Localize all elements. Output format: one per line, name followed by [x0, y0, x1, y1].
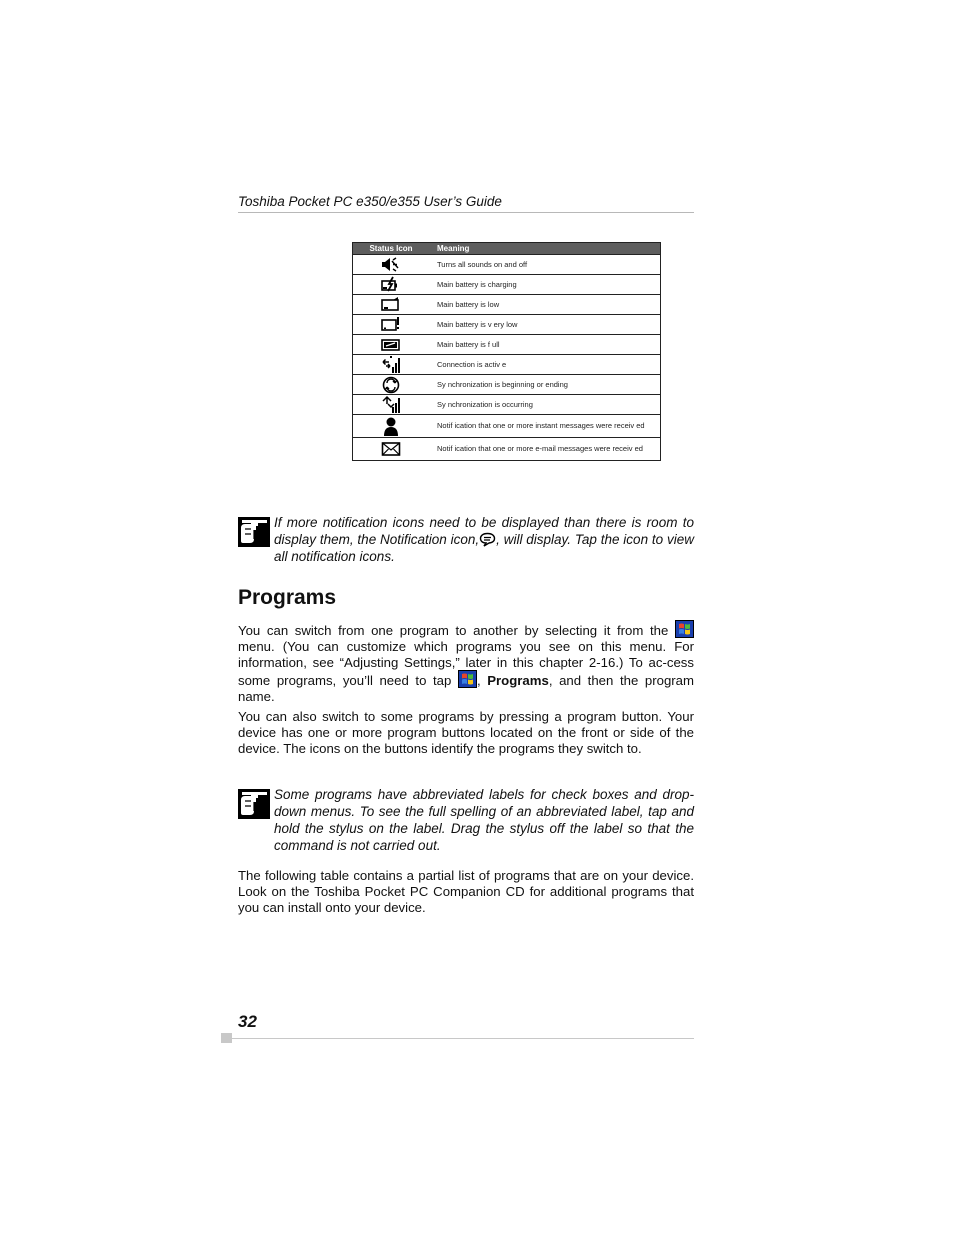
table-row — [353, 415, 661, 438]
meaning-cell: Connection is activ e — [429, 355, 661, 375]
sync-occurring-icon — [381, 395, 401, 414]
meaning-cell: Sy nchronization is beginning or ending — [429, 375, 661, 395]
section-heading: Programs — [238, 586, 337, 609]
pointing-hand-icon — [238, 514, 271, 548]
table-row — [353, 375, 661, 395]
notification-balloon-icon — [479, 532, 496, 547]
table-row — [353, 395, 661, 415]
sync-start-end-icon — [381, 376, 401, 394]
table-row — [353, 315, 661, 335]
footer-rule — [232, 1038, 694, 1039]
paragraph-switch-programs: You can switch from one program to another by selecting it from the menu. (You can customize which programs you see on this menu. For information, see “Adjusting Settings,” later in this chapter 2-16.) To ac-cess some programs, you’ll need to tap , Programs, and then the program name. — [238, 620, 694, 705]
note-abbreviated-labels — [238, 786, 694, 854]
start-menu-flag-icon — [675, 620, 694, 638]
speaker-mute-icon — [381, 256, 401, 273]
connection-active-icon — [381, 355, 401, 374]
status-icon-table — [352, 242, 661, 461]
battery-full-icon — [381, 336, 401, 353]
meaning-cell: Turns all sounds on and off — [429, 255, 661, 275]
table-row — [353, 438, 661, 461]
meaning-cell: Main battery is low — [429, 295, 661, 315]
meaning-cell: Notif ication that one or more e-mail messages were receiv ed — [429, 438, 661, 461]
column-header-status-icon: Status Icon — [353, 243, 430, 255]
instant-message-icon — [382, 416, 400, 437]
paragraph-programs-table-intro: The following table contains a partial list of programs that are on your device. Look on the Toshiba Pocket PC Companion CD for additional programs that you can install onto your device. — [238, 868, 694, 915]
meaning-cell: Main battery is v ery low — [429, 315, 661, 335]
table-row — [353, 295, 661, 315]
meaning-cell: Main battery is f ull — [429, 335, 661, 355]
note-notification-icons — [238, 514, 694, 565]
note-text: Some programs have abbreviated labels for check boxes and drop-down menus. To see the full spelling of an abbreviated label, tap and hold the stylus on the label. Drag the stylus off the label so that the command is not carried out. — [274, 787, 694, 853]
paragraph-program-buttons: You can also switch to some programs by pressing a program button. Your device has one or more program buttons located on the front or side of the device. The icons on the buttons identify the programs they switch to. — [238, 709, 694, 756]
column-header-meaning: Meaning — [429, 243, 661, 255]
pointing-hand-icon — [238, 786, 271, 820]
table-row — [353, 255, 661, 275]
note-text: If more notification icons need to be displayed than there is room to display them, the Notification icon, , will display. Tap the icon to view all notification icons. — [274, 515, 694, 564]
footer-marker — [221, 1033, 232, 1043]
meaning-cell: Notif ication that one or more instant messages were receiv ed — [429, 415, 661, 438]
programs-bold-label: Programs — [487, 673, 549, 689]
battery-charging-icon — [381, 276, 401, 293]
running-header: Toshiba Pocket PC e350/e355 User’s Guide — [238, 194, 694, 213]
email-message-icon — [381, 441, 401, 457]
start-menu-flag-icon — [458, 670, 477, 688]
page-number: 32 — [238, 1012, 257, 1031]
meaning-cell: Main battery is charging — [429, 275, 661, 295]
battery-very-low-icon — [381, 316, 401, 333]
table-row — [353, 275, 661, 295]
table-header-row — [353, 243, 661, 255]
table-row — [353, 355, 661, 375]
table-row — [353, 335, 661, 355]
battery-low-icon — [381, 296, 401, 313]
meaning-cell: Sy nchronization is occurring — [429, 395, 661, 415]
